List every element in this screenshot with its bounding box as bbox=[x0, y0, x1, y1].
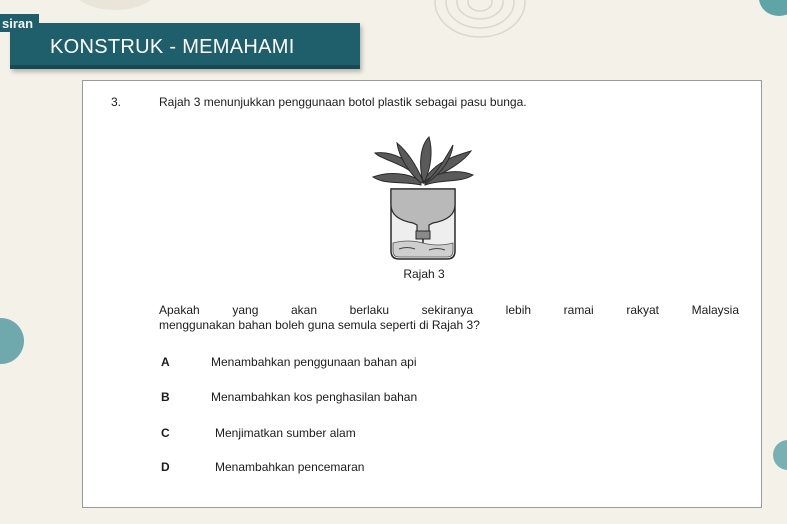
option-letter: C bbox=[161, 426, 170, 440]
option-b[interactable] bbox=[159, 390, 719, 406]
question-prompt-line: menggunakan bahan boleh guna semula seperti di Rajah 3? bbox=[159, 318, 480, 332]
option-letter: B bbox=[161, 390, 170, 404]
decorative-circle bbox=[773, 440, 787, 470]
page-title: KONSTRUK - MEMAHAMI bbox=[50, 36, 295, 58]
header-banner bbox=[10, 23, 360, 69]
option-text: Menjimatkan sumber alam bbox=[215, 426, 356, 440]
option-text: Menambahkan kos penghasilan bahan bbox=[211, 390, 418, 404]
decorative-circle bbox=[759, 0, 787, 16]
option-a[interactable] bbox=[159, 355, 719, 371]
question-prompt bbox=[159, 303, 739, 333]
option-c[interactable] bbox=[159, 426, 719, 442]
section-tag: siran bbox=[0, 14, 39, 32]
decorative-circle bbox=[70, 0, 160, 10]
option-letter: D bbox=[161, 460, 170, 474]
plastic-bottle-vase-illustration bbox=[363, 133, 483, 263]
decorative-circle bbox=[0, 318, 24, 364]
question-prompt-line: Apakah yang akan berlaku sekiranya lebih ramai rakyat Malaysia bbox=[159, 303, 739, 317]
figure-caption: Rajah 3 bbox=[403, 267, 445, 281]
question-stem: Rajah 3 menunjukkan penggunaan botol plastik sebagai pasu bunga. bbox=[159, 95, 527, 109]
option-letter: A bbox=[161, 355, 170, 369]
decorative-rings-icon bbox=[430, 0, 530, 42]
question-number: 3. bbox=[111, 95, 122, 109]
option-text: Menambahkan pencemaran bbox=[215, 460, 365, 474]
question-card bbox=[82, 80, 762, 508]
option-text: Menambahkan penggunaan bahan api bbox=[211, 355, 417, 369]
option-d[interactable] bbox=[159, 460, 719, 476]
